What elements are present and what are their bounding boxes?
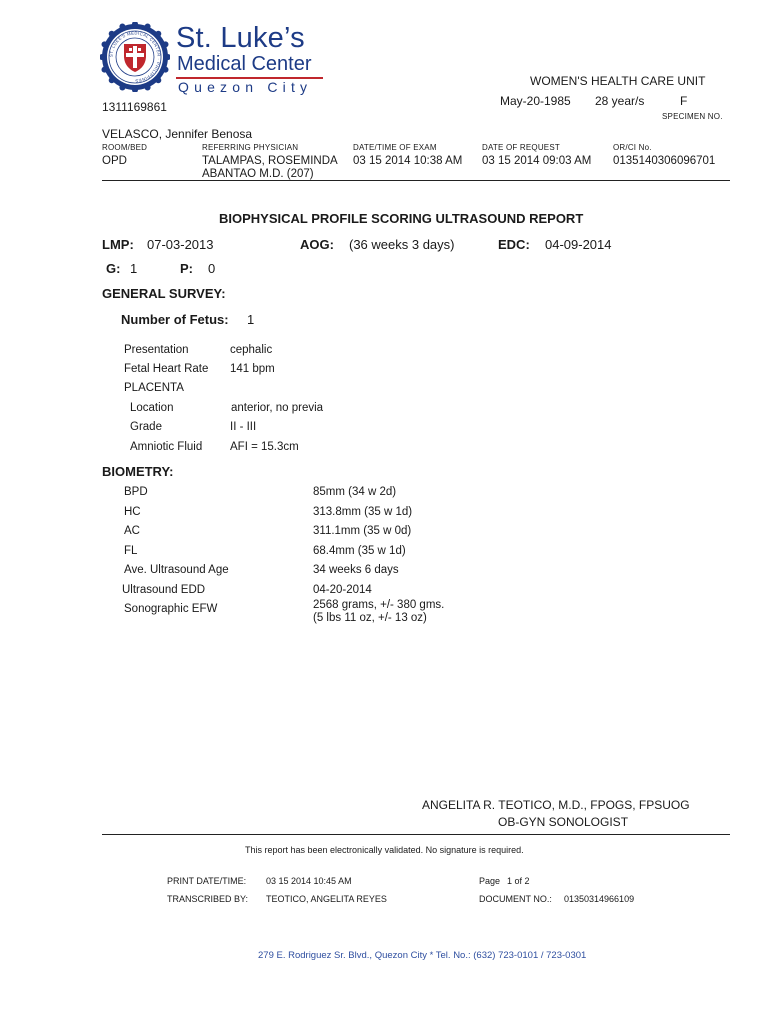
print-date-value: 03 15 2014 10:45 AM <box>266 876 352 886</box>
gravida-label: G: <box>106 261 121 276</box>
biometry-heading: BIOMETRY: <box>102 464 174 479</box>
sonologist-title: OB-GYN SONOLOGIST <box>498 815 629 829</box>
unit-name: WOMEN'S HEALTH CARE UNIT <box>530 74 706 88</box>
col-header-exam-date: DATE/TIME OF EXAM <box>353 143 437 152</box>
biometry-row-value: 34 weeks 6 days <box>313 564 399 576</box>
seal-ring-text: ST. LUKE'S MEDICAL CENTER · PHILIPPINES <box>108 30 162 84</box>
patient-name: VELASCO, Jennifer Benosa <box>102 127 253 141</box>
amniotic-fluid-label: Amniotic Fluid <box>130 441 203 453</box>
aog-value: (36 weeks 3 days) <box>349 237 455 252</box>
hospital-seal-logo <box>100 22 170 92</box>
general-survey-heading: GENERAL SURVEY: <box>102 286 226 301</box>
patient-birthdate: May-20-1985 <box>500 94 571 108</box>
presentation-label: Presentation <box>124 344 189 356</box>
edc-label: EDC: <box>498 237 530 252</box>
gravida-value: 1 <box>130 261 138 276</box>
amniotic-fluid-value: AFI = 15.3cm <box>230 441 299 453</box>
page-value: 1 of 2 <box>507 876 530 886</box>
biometry-row-label: AC <box>124 525 140 537</box>
transcribed-by-value: TEOTICO, ANGELITA REYES <box>266 894 387 904</box>
efw-value-line2: (5 lbs 11 oz, +/- 13 oz) <box>313 612 427 624</box>
placenta-location-label: Location <box>130 402 174 414</box>
col-header-request-date: DATE OF REQUEST <box>482 143 560 152</box>
edc-value: 04-09-2014 <box>545 237 612 252</box>
fetus-count-value: 1 <box>247 312 255 327</box>
col-header-or-no: OR/CI No. <box>613 143 652 152</box>
sonologist-name: ANGELITA R. TEOTICO, M.D., FPOGS, FPSUOG <box>422 798 690 812</box>
biometry-row-label: Ultrasound EDD <box>122 584 206 596</box>
report-title: BIOPHYSICAL PROFILE SCORING ULTRASOUND REPORT <box>219 211 584 226</box>
footer-divider <box>102 834 730 835</box>
biometry-row-label: HC <box>124 506 141 518</box>
validation-note: This report has been electronically validated. No signature is required. <box>245 845 524 855</box>
efw-value-line1: 2568 grams, +/- 380 gms. <box>313 599 445 611</box>
efw-label: Sonographic EFW <box>124 603 218 615</box>
document-no-value: 01350314966109 <box>564 894 635 904</box>
print-date-label: PRINT DATE/TIME: <box>167 876 247 886</box>
lmp-label: LMP: <box>102 237 134 252</box>
placenta-grade-value: II - III <box>230 421 257 433</box>
hospital-address: 279 E. Rodriguez Sr. Blvd., Quezon City * Tel. No.: (632) 723-0101 / 723-0301 <box>258 950 587 961</box>
para-label: P: <box>180 261 193 276</box>
patient-id: 1311169861 <box>102 100 167 114</box>
lmp-value: 07-03-2013 <box>147 237 214 252</box>
col-header-physician: REFERRING PHYSICIAN <box>202 143 299 152</box>
room-value: OPD <box>102 155 127 167</box>
hospital-name-line2: Medical Center <box>177 53 312 75</box>
transcribed-by-label: TRANSCRIBED BY: <box>167 894 249 904</box>
hospital-city: Quezon City <box>178 79 313 95</box>
biometry-row-value: 68.4mm (35 w 1d) <box>313 545 406 557</box>
patient-sex: F <box>680 94 688 108</box>
biometry-row-value: 311.1mm (35 w 0d) <box>313 525 412 537</box>
physician-line2: ABANTAO M.D. (207) <box>202 168 314 180</box>
placenta-label: PLACENTA <box>124 382 184 394</box>
placenta-location-value: anterior, no previa <box>231 402 324 414</box>
fetus-count-label: Number of Fetus: <box>121 312 229 327</box>
aog-label: AOG: <box>300 237 334 252</box>
hospital-name-line1: St. Luke’s <box>176 22 305 54</box>
exam-datetime-value: 03 15 2014 10:38 AM <box>353 155 463 167</box>
page-label: Page <box>479 876 501 886</box>
request-datetime-value: 03 15 2014 09:03 AM <box>482 155 592 167</box>
para-value: 0 <box>208 261 216 276</box>
placenta-grade-label: Grade <box>130 421 162 433</box>
presentation-value: cephalic <box>230 344 273 356</box>
document-no-label: DOCUMENT NO.: <box>479 894 552 904</box>
biometry-row-label: BPD <box>124 486 148 498</box>
header-divider <box>102 180 730 181</box>
physician-line1: TALAMPAS, ROSEMINDA <box>202 155 338 167</box>
fetal-heart-rate-value: 141 bpm <box>230 363 275 375</box>
biometry-row-value: 04-20-2014 <box>313 584 372 596</box>
patient-age: 28 year/s <box>595 94 645 108</box>
fetal-heart-rate-label: Fetal Heart Rate <box>124 363 209 375</box>
col-header-room: ROOM/BED <box>102 143 148 152</box>
or-no-value: 0135140306096701 <box>613 155 716 167</box>
specimen-label: SPECIMEN NO. <box>662 112 723 121</box>
biometry-row-label: Ave. Ultrasound Age <box>124 564 229 576</box>
biometry-row-value: 313.8mm (35 w 1d) <box>313 506 413 518</box>
biometry-row-value: 85mm (34 w 2d) <box>313 486 397 498</box>
biometry-row-label: FL <box>124 545 138 557</box>
